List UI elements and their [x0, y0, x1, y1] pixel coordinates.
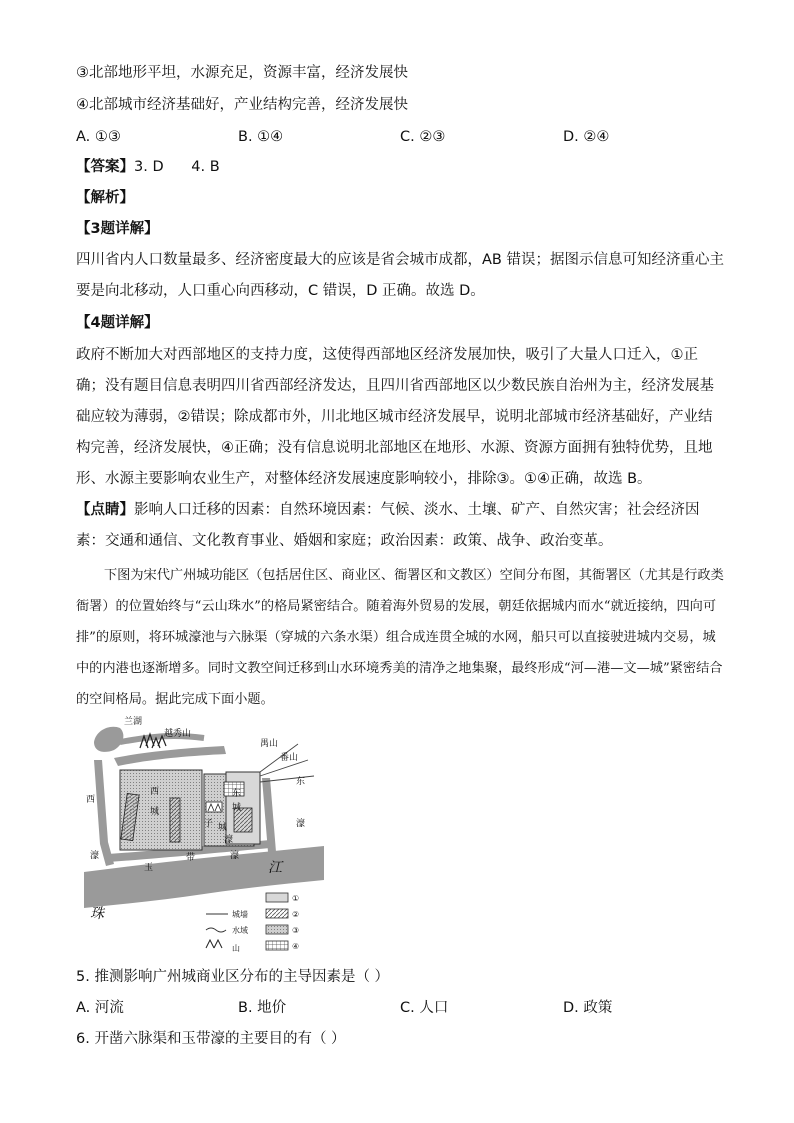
label-fanshan: 番山 [280, 753, 299, 763]
legend-mountain: 山 [232, 944, 240, 953]
intro-paragraph: 下图为宋代广州城功能区（包括居住区、商业区、衙署区和文教区）空间分布图，其衙署区（尤其是行政类衙署）的位置始终与“云山珠水”的格局紧密结合。随着海外贸易的发展，朝廷依据城内而水“就近接纳，四向可排”的原则，将环城濠池与六脉渠（穿城的六条水渠）组合成连贯全城的水网，船只可以直接驶进城内交易，城中的内港也逐渐增多。同时文教空间迁移到山水环境秀美的清净之地集聚，最终形成“河—港—文—城”紧密结合的空间格局。据此完成下面小题。 [76, 568, 724, 707]
q5-choice-d: D. 政策 [563, 1000, 613, 1016]
label-dai: 带 [186, 853, 196, 863]
answer-value: 3. D 4. B [134, 159, 220, 175]
legend-water: 水域 [232, 926, 248, 935]
label-zhu: 珠 [90, 906, 104, 922]
label-hao-west: 濠 [90, 851, 100, 861]
label-hao-right: 濠 [296, 819, 306, 829]
moat-north [114, 746, 226, 766]
zone-residential-2 [170, 798, 180, 842]
choice-a: A. ①③ [76, 129, 121, 145]
choice-b: B. ①④ [238, 129, 284, 145]
answer-line [76, 157, 220, 177]
label-yuexiu: 越秀山 [164, 729, 192, 739]
option-4-text: ④北部城市经济基础好，产业结构完善，经济发展快 [76, 97, 408, 113]
q5-choice-a: A. 河流 [76, 1000, 124, 1016]
label-xi: 西 [86, 795, 96, 805]
q3-detail-text: 四川省内人口数量最多、经济密度最大的应该是省会城市成都，AB 错误；据图示信息可知经济重心主要是向北移动，人口重心向西移动，C 错误，D 正确。故选 D。 [76, 252, 724, 299]
label-dong-1: 东 [232, 789, 242, 799]
option-3-text: ③北部地形平坦，水源充足，资源丰富，经济发展快 [76, 65, 408, 81]
tips-text: 影响人口迁移的因素：自然环境因素：气候、淡水、土壤、矿产、自然灾害；社会经济因素：交通和通信、文化教育事业、婚姻和家庭；政治因素：政策、战争、政治变革。 [76, 502, 700, 549]
label-hao-mid: 濠 [224, 835, 234, 845]
label-lanhu: 兰湖 [124, 717, 143, 727]
q4-detail-text: 政府不断加大对西部地区的支持力度，这使得西部地区经济发展加快，吸引了大量人口迁入，①正确；没有题目信息表明四川省西部经济发达，且四川省西部地区以少数民族自治州为主，经济发展基础应较为薄弱，②错误；除成都市外，川北地区城市经济发展早，说明北部城市经济基础好，产业结构完善，经济发展快，④正确；没有信息说明北部地区在地形、水源、资源方面拥有独特优势，且地形、水源主要影响农业生产，对整体经济发展速度影响较小，排除③。①④正确，故选 B。 [76, 347, 714, 487]
q5-choice-c: C. 人口 [400, 1000, 449, 1016]
choice-d: D. ②④ [563, 129, 610, 145]
legend-n4: ④ [292, 942, 300, 951]
answer-label: 【答案】 [76, 159, 134, 175]
q5-stem: 5. 推测影响广州城商业区分布的主导因素是（ ） [76, 969, 390, 985]
guangzhou-city-map [84, 712, 324, 958]
label-xicheng-1: 西 [150, 787, 160, 797]
q3-detail-title: 【3题详解】 [76, 221, 159, 237]
label-yu: 玉 [144, 863, 154, 873]
east-road [260, 744, 314, 782]
legend-n2: ② [292, 910, 300, 919]
map-svg [84, 712, 324, 958]
map-legend [206, 893, 288, 950]
q5-choice-b: B. 地价 [238, 1000, 287, 1016]
lan-lake [94, 727, 123, 752]
legend-n3: ③ [292, 926, 300, 935]
label-jiang: 江 [268, 860, 282, 876]
legend-n1: ① [292, 894, 300, 903]
tips-paragraph [76, 495, 724, 557]
analysis-label: 【解析】 [76, 190, 134, 206]
q4-detail-title: 【4题详解】 [76, 315, 159, 331]
label-dong-right: 东 [296, 777, 306, 787]
q6-stem: 6. 开凿六脉渠和玉带濠的主要目的有（ ） [76, 1031, 346, 1047]
label-zi: 子 [204, 819, 214, 829]
legend-wall: 城墙 [232, 910, 248, 919]
label-yushan: 禺山 [260, 739, 279, 749]
label-xicheng-2: 城 [150, 807, 160, 817]
label-hao-bottom: 濠 [230, 851, 240, 861]
label-dong-2: 城 [232, 803, 242, 813]
tips-label: 【点睛】 [76, 502, 134, 518]
label-zicheng: 城 [218, 823, 228, 833]
choice-c: C. ②③ [400, 129, 446, 145]
